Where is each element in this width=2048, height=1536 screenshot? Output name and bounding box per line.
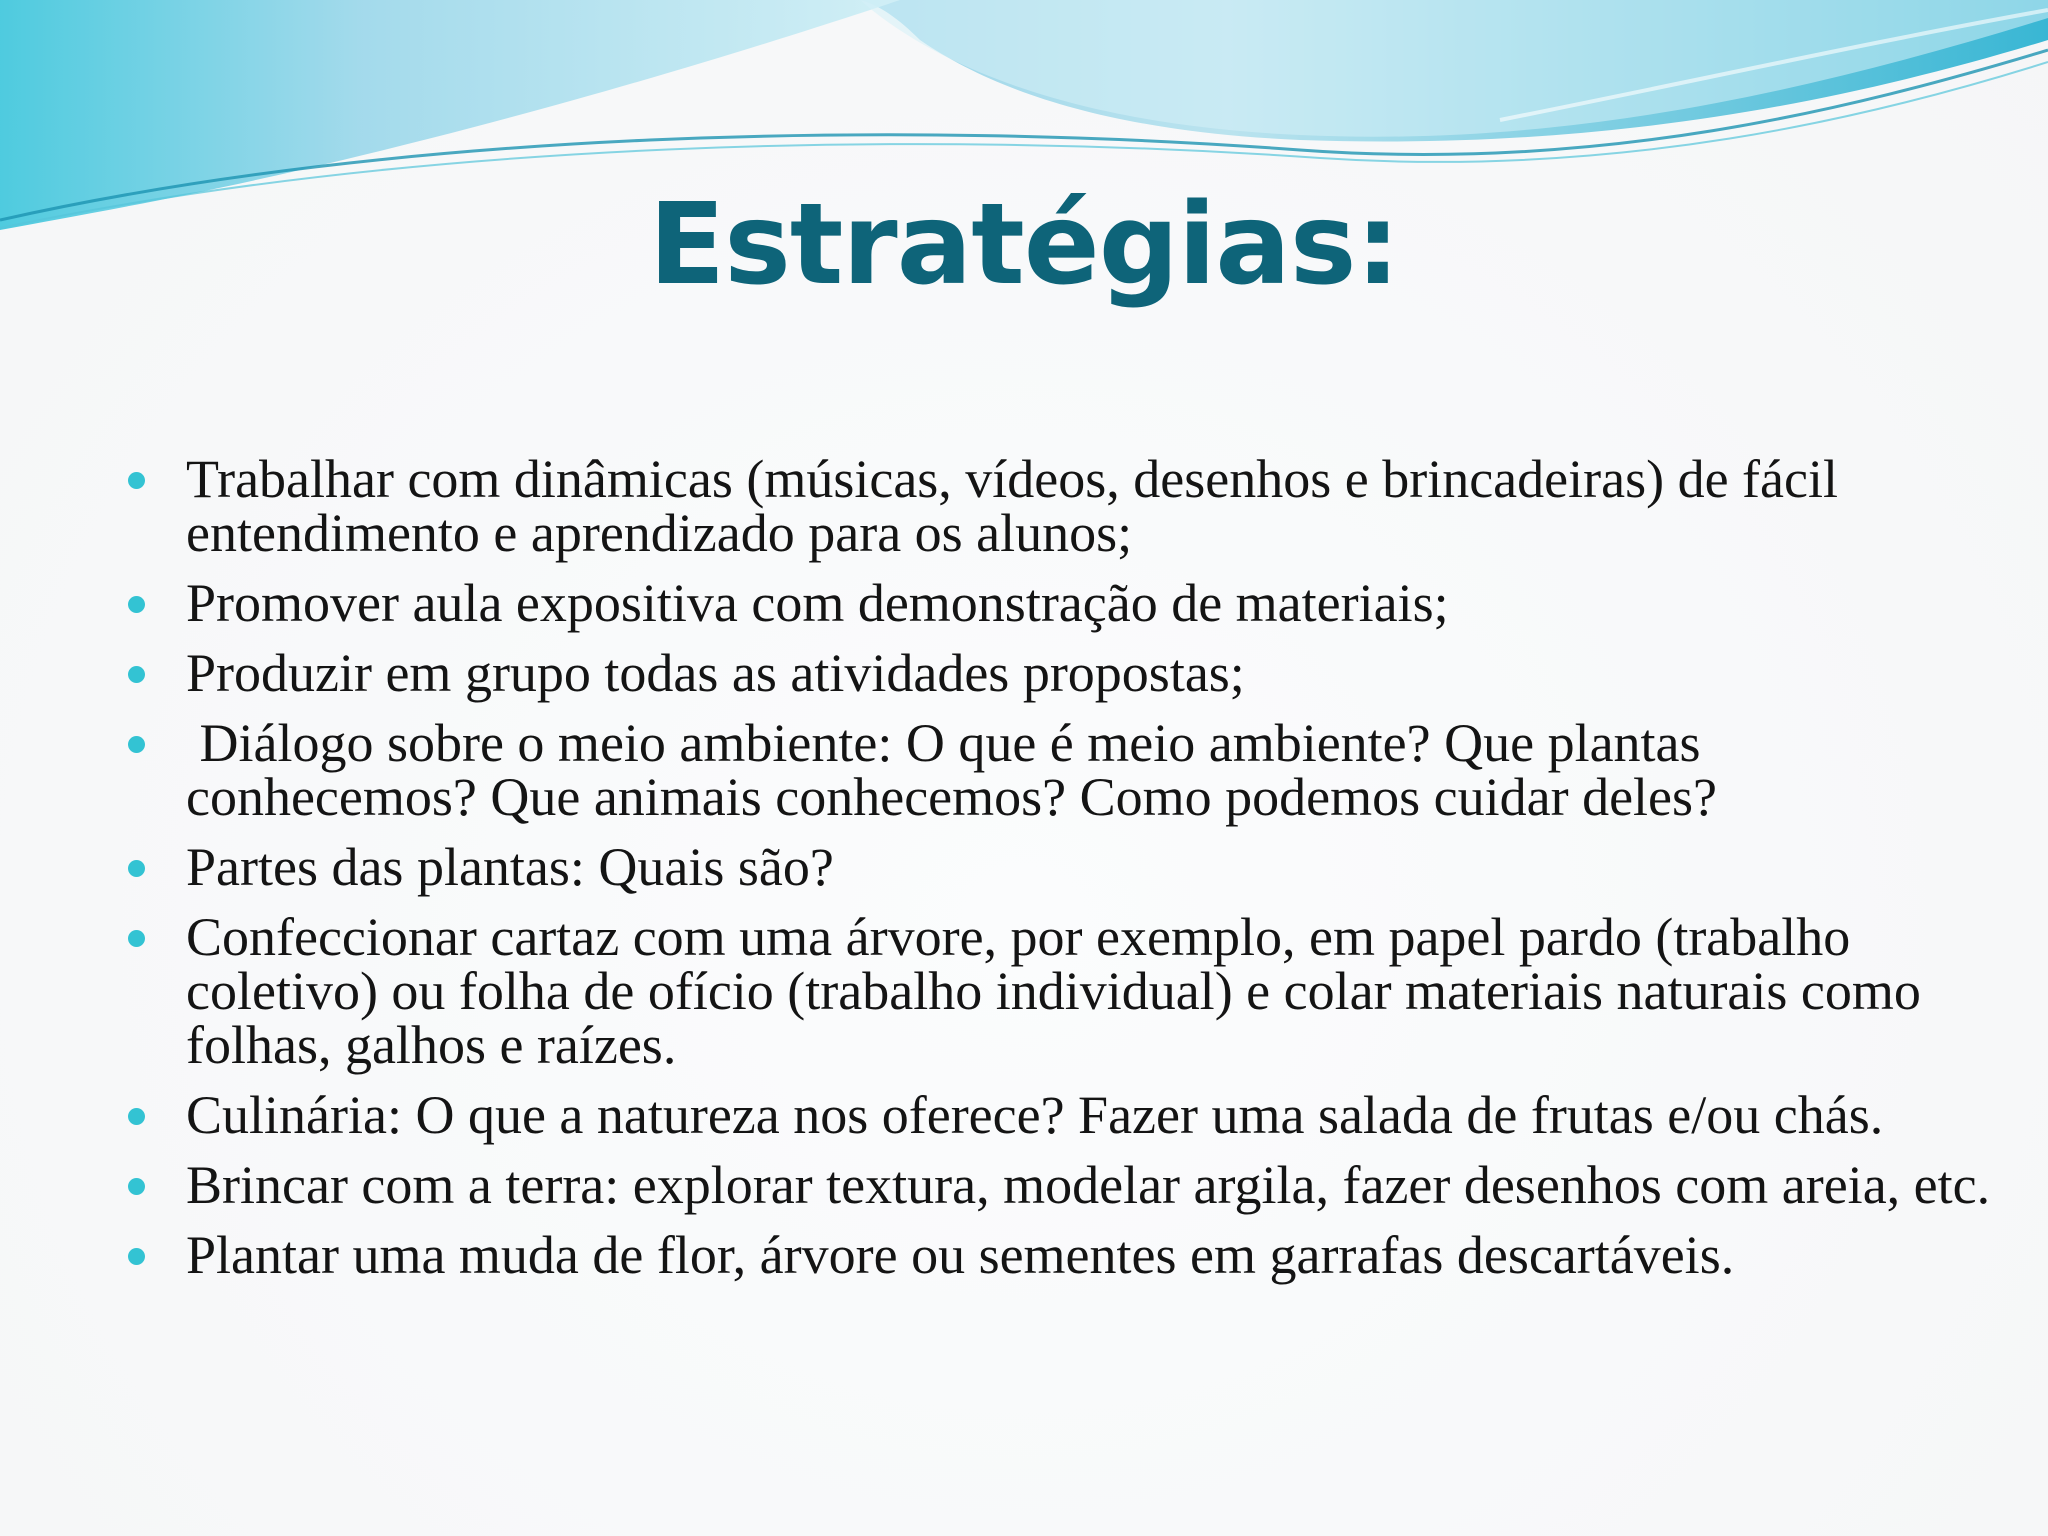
list-item (124, 713, 2004, 827)
list-item (124, 1085, 2004, 1145)
list-item-text: Confeccionar cartaz com uma árvore, por exemplo, em papel pardo (trabalho coletivo) ou folha de ofício (trabalho individual) e colar materiais naturais como folhas, galhos e raízes. (186, 907, 1935, 1075)
list-item-text: Produzir em grupo todas as atividades propostas; (186, 643, 1245, 703)
list-item-text: Brincar com a terra: explorar textura, modelar argila, fazer desenhos com areia, etc. (186, 1155, 1991, 1215)
list-item (124, 643, 2004, 703)
list-item (124, 1155, 2004, 1215)
bullet-icon (128, 860, 145, 877)
bullet-icon (128, 736, 145, 753)
list-item (124, 1225, 2004, 1285)
slide-title: Estratégias: (648, 180, 1400, 310)
list-item-text: Partes das plantas: Quais são? (186, 837, 834, 897)
bullet-icon (128, 930, 145, 947)
bullet-icon (128, 666, 145, 683)
bullet-icon (128, 1108, 145, 1125)
list-item (124, 573, 2004, 633)
bullet-icon (128, 1178, 145, 1195)
bullet-icon (128, 596, 145, 613)
strategy-list (124, 449, 2004, 1298)
list-item-text: Trabalhar com dinâmicas (músicas, vídeos, desenhos e brincadeiras) de fácil entendimento e aprendizado para os alunos; (186, 449, 1852, 563)
list-item-text: Culinária: O que a natureza nos oferece? Fazer uma salada de frutas e/ou chás. (186, 1085, 1884, 1145)
list-item (124, 449, 2004, 563)
list-item (124, 907, 2004, 1075)
bullet-icon (128, 472, 145, 489)
list-item-text: Diálogo sobre o meio ambiente: O que é meio ambiente? Que plantas conhecemos? Que animais conhecemos? Como podemos cuidar deles? (186, 713, 1717, 827)
list-item-text: Promover aula expositiva com demonstração de materiais; (186, 573, 1449, 633)
list-item (124, 837, 2004, 897)
list-item-text: Plantar uma muda de flor, árvore ou sementes em garrafas descartáveis. (186, 1225, 1735, 1285)
bullet-icon (128, 1248, 145, 1265)
